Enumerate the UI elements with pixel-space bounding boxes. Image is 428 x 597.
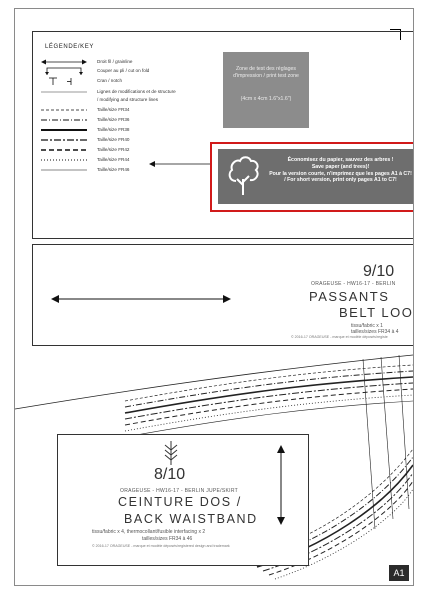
- piece-sizes: tailles/sizes FR34 à 46: [142, 536, 193, 542]
- legend-item-label: Couper au pli / cut on fold: [97, 68, 150, 73]
- legend-item-structure-en: [41, 96, 211, 104]
- vertical-grainline-arrow-icon: [274, 445, 288, 525]
- legend-item-label: Taille/size FR36: [97, 117, 130, 122]
- piece-sizes: tailles/sizes FR34 à 4: [351, 329, 399, 335]
- line-fr36-icon: [41, 116, 87, 124]
- legend-item-fr42: [41, 146, 211, 154]
- legend-item-label: Cran / notch: [97, 78, 123, 83]
- legend-item-fr38: [41, 126, 211, 134]
- legend-title: LÉGENDE/KEY: [45, 44, 94, 50]
- piece-copyright: © 2016-17 ORAGEUSE - marque et modèle déposés/registered design and trademark: [92, 544, 230, 548]
- legend-item-notch: [41, 77, 211, 85]
- piece-number: 8/10: [154, 466, 186, 483]
- piece-number: 9/10: [363, 263, 395, 280]
- tree-icon: [226, 155, 260, 199]
- pattern-page: [14, 8, 414, 586]
- piece-copyright: © 2016-17 ORAGEUSE - marque et modèle déposés/registe: [291, 335, 388, 339]
- legend-item-fr34: [41, 106, 211, 114]
- fold-symbol-icon: [160, 441, 182, 465]
- pattern-piece-belt-loops: [32, 244, 414, 346]
- test-zone-label: Zone de test des réglages d'impression / print test zone: [233, 66, 299, 79]
- thin-line-icon: [41, 88, 87, 96]
- page-label: A1: [389, 565, 409, 581]
- save-paper-text: [268, 157, 413, 184]
- legend-item-label: Taille/size FR44: [97, 157, 130, 162]
- line-fr42-icon: [41, 146, 87, 154]
- legend-item-label: Lignes de modifications et de structure: [97, 89, 176, 94]
- legend-item-fold: [41, 67, 211, 75]
- save-paper-short-version: Pour la version courte, n'imprimez que les pages A1 à C7! / For short version, print only pages A1 to C7!: [269, 170, 412, 184]
- notch-icon: [41, 77, 87, 85]
- piece-reference: ORAGEUSE - HW16-17 - BERLIN: [311, 281, 396, 287]
- piece-name-fr: PASSANTS: [309, 289, 390, 304]
- piece-name-fr: CEINTURE DOS /: [118, 495, 242, 509]
- line-fr44-icon: [41, 156, 87, 164]
- pointer-arrow-icon: [149, 160, 211, 168]
- legend-item-fr36: [41, 116, 211, 124]
- pattern-piece-back-waistband: [57, 434, 309, 566]
- line-fr46-icon: [41, 166, 87, 174]
- piece-reference: ORAGEUSE - HW16-17 - BERLIN JUPE/SKIRT: [120, 488, 238, 494]
- piece-quantity: tissu/fabric x 4, thermocollant/fusible interfacing x 2: [92, 529, 206, 535]
- legend-item-fr40: [41, 136, 211, 144]
- piece-name-en: BACK WAISTBAND: [124, 512, 258, 526]
- legend-item-label: / modifying and structure lines: [97, 97, 159, 102]
- line-fr38-icon: [41, 126, 87, 134]
- save-paper-en: Save paper (and trees)!: [311, 163, 370, 170]
- line-fr34-icon: [41, 106, 87, 114]
- test-zone-size: (4cm x 4cm 1.6"x1.6"): [240, 96, 292, 102]
- double-arrow-icon: [41, 58, 87, 66]
- legend-item-label: Droit fil / grainline: [97, 59, 133, 64]
- legend-item-label: Taille/size FR38: [97, 127, 130, 132]
- fold-arrows-icon: [41, 67, 87, 75]
- legend-item-grainline: [41, 58, 211, 66]
- legend-item-label: Taille/size FR40: [97, 137, 130, 142]
- save-paper-fr: Économisez du papier, sauvez des arbres !: [287, 157, 394, 163]
- save-paper-highlight: [210, 142, 414, 212]
- legend-item-label: Taille/size FR34: [97, 107, 130, 112]
- piece-name-en: BELT LOO: [339, 305, 414, 320]
- grainline-arrow-icon: [51, 293, 231, 305]
- legend-item-structure: [41, 88, 211, 96]
- print-test-zone: [223, 52, 309, 128]
- legend-item-label: Taille/size FR42: [97, 147, 130, 152]
- line-fr40-icon: [41, 136, 87, 144]
- legend-item-label: Taille/size FR46: [97, 167, 130, 172]
- save-paper-notice: [218, 149, 414, 204]
- legend-box: [32, 31, 414, 239]
- piece-quantity: tissu/fabric x 1: [351, 323, 383, 329]
